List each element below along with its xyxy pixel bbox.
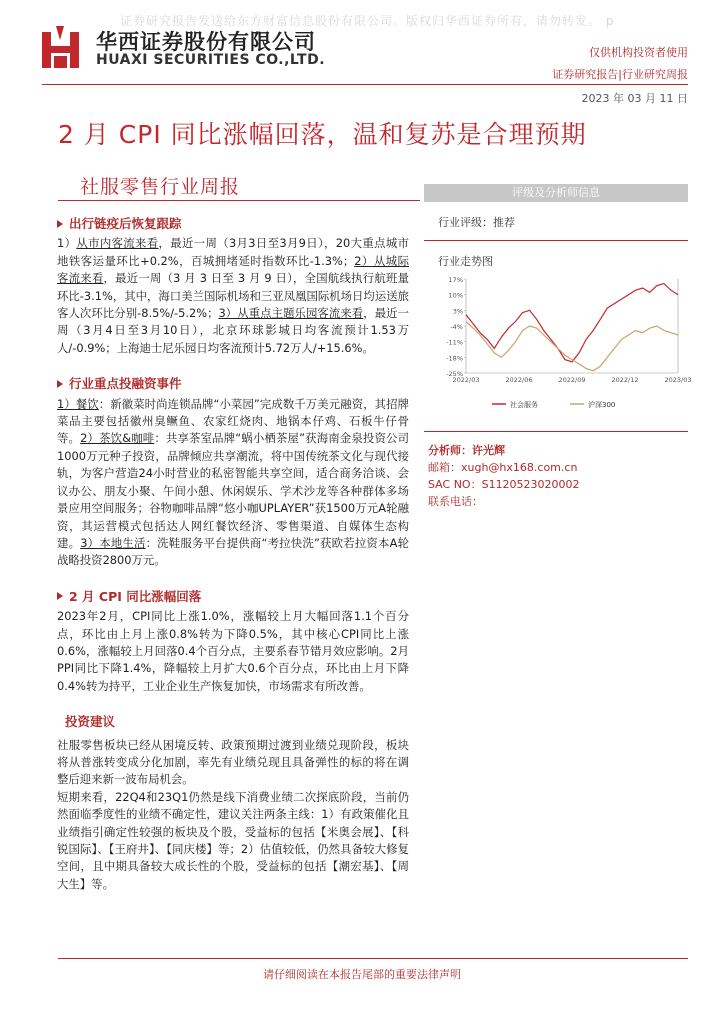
y-tick-label: -25% — [446, 370, 463, 378]
sidebar-divider — [424, 431, 688, 432]
trend-title: 行业走势图 — [438, 255, 493, 268]
analyst-name: 分析师：许光辉 — [428, 444, 505, 457]
underlined-phrase: 3）从重点主题乐园客流来看 — [218, 306, 364, 321]
series-line-csi300 — [466, 322, 678, 371]
body-text: ，最近一周（3 月 3 日至 3 月 9 日），全国航线执行航班量环比-3.1%，其中，海口美兰国际机场和三亚凤凰国际机场日均运送旅客人次环比分别-8.5%/-5.2%； — [57, 271, 409, 321]
footer-divider — [58, 958, 688, 959]
legend-label: 沪深300 — [588, 401, 616, 409]
underlined-phrase: 从市内客流来看 — [76, 236, 159, 251]
invest-paragraph-1: 社服零售板块已经从困境反转、政策预期过渡到业绩兑现阶段，板块将从普涨转变成分化加剧，率先有业绩兑现且具备弹性的标的将在调整后迎来新一波布局机会。 — [57, 737, 409, 787]
invest-paragraph-2: 短期来看，22Q4和23Q1仍然是线下消费业绩二次探底阶段，当前仍然面临季度性的业绩不确定性，建议关注两条主线：1）有政策催化且业绩指引确定性较强的板块及个股，受益标的包括【米奥会展】、【科锐国际】、【王府井】、【同庆楼】等；2）估值较低，仍然具备较大修复空间，且中期具备较大成长性的个股，受益标的包括【潮宏基】、【周大生】等。 — [57, 789, 409, 891]
legend-label: 社会服务 — [510, 401, 538, 409]
main-content — [57, 215, 409, 893]
triangle-bullet-icon — [57, 380, 63, 388]
x-tick-label: 2022/09 — [558, 376, 586, 384]
section-heading: 出行链疫后恢复跟踪 — [57, 215, 409, 232]
sidebar — [424, 184, 692, 510]
company-name-en: HUAXI SECURITIES CO.,LTD. — [96, 52, 326, 68]
body-text: ：新徽菜时尚连锁品牌“小菜园”完成数千万美元融资，其招牌菜品主要包括徽州臭鳜鱼、农家红烧肉、地锅本仔鸡、石板牛仔骨等。 — [57, 396, 409, 446]
analyst-phone: 联系电话： — [428, 495, 483, 508]
body-text: 2023年2月，CPI同比上涨1.0%，涨幅较上月大幅回落1.1个百分点，环比由上月上涨0.8%转为下降0.5%，其中核心CPI同比上涨0.6%，涨幅较上月回落0.4个百分点，主要系春节错月效应影响。2月PPI同比下降1.4%，降幅较上月扩大0.6个百分点，环比由上月下降0.4%转为持平，工业企业生产恢复加快，市场需求有所改善。 — [57, 609, 409, 693]
y-tick-label: 10% — [448, 291, 463, 300]
report-title: 2 月 CPI 同比涨幅回落，温和复苏是合理预期 — [58, 120, 587, 149]
body-text: ：洗鞋服务平台提供商“考拉快洗”获欧若拉资本A轮战略投资2800万元。 — [57, 535, 409, 568]
y-tick-label: 3% — [452, 307, 463, 316]
underlined-phrase: 1）餐饮 — [57, 396, 99, 411]
section-body — [57, 396, 409, 570]
body-text: ：共享茶室品牌“蜗小栖茶屋”获海南金泉投资公司1000万元种子投资，品牌倾应共享潮流，将中国传统茶文化与现代接轨，为客户营造24小时营业的私密智能共享空间，适合商务洽谈、会议办公、朋友小聚、午间小憩、休闲娱乐、学术沙龙等各种群体多场景应用空间服务；谷物咖啡品牌“悠小咖UPLAYER”获1500万元A轮融资，其运营模式包括达人网红餐饮经济、零售渠道、自媒体生态构建。 — [57, 431, 409, 550]
y-tick-label: -4% — [450, 323, 463, 331]
underlined-phrase: 2）茶饮&咖啡 — [80, 431, 155, 446]
subtitle-divider — [58, 200, 420, 201]
underlined-phrase: 3）本地生活 — [80, 535, 146, 550]
triangle-bullet-icon — [57, 592, 63, 600]
x-tick-label: 2023/03 — [664, 376, 692, 384]
x-tick-label: 2022/06 — [505, 376, 533, 384]
section-body — [57, 235, 409, 357]
section-heading: 2 月 CPI 同比涨幅回落 — [57, 588, 409, 605]
y-tick-label: -11% — [446, 338, 463, 347]
x-tick-label: 2022/12 — [611, 376, 639, 384]
sidebar-divider — [424, 240, 688, 241]
industry-rating: 行业评级：推荐 — [438, 216, 515, 229]
body-text: ，最近一周（3月3日至3月9日），20大重点城市地铁客运量环比+0.2%，百城拥堵延时指数环比-1.3%； — [57, 236, 409, 268]
sidebar-title-bar: 评级及分析师信息 — [424, 184, 688, 202]
analyst-email: 邮箱：xugh@hx168.com.cn — [428, 461, 578, 474]
company-logo — [42, 26, 86, 68]
series-line-social-service — [466, 284, 678, 362]
industry-trend-chart — [432, 273, 692, 421]
analyst-info — [428, 442, 688, 510]
section-heading: 行业重点投融资事件 — [57, 375, 409, 392]
triangle-bullet-icon — [57, 220, 63, 228]
underlined-phrase: 2）从城际客流来看 — [57, 253, 409, 286]
footer-disclaimer: 请仔细阅读在本报告尾部的重要法律声明 — [263, 968, 461, 981]
invest-heading: 投资建议 — [65, 714, 116, 730]
analyst-sac: SAC NO：S1120523020002 — [428, 478, 580, 491]
body-text: ，最近一周（3月4日至3月10日），北京环球影城日均客流预计1.53万人/-0.9%；上海迪士尼乐园日均客流预计5.72万人/+15.6%。 — [57, 306, 409, 355]
x-tick-label: 2022/03 — [452, 376, 480, 384]
company-name-cn: 华西证券股份有限公司 — [96, 30, 316, 54]
y-tick-label: -18% — [446, 354, 463, 363]
report-subtitle: 社服零售行业周报 — [80, 176, 241, 198]
report-date: 2023 年 03 月 11 日 — [581, 92, 688, 105]
watermark: 证券研究报告发送给东方财富信息股份有限公司。版权归华西证券所有，请勿转发。 p — [120, 14, 615, 28]
y-tick-label: 17% — [448, 276, 463, 284]
section-body — [57, 608, 409, 695]
report-type: 证券研究报告|行业研究周报 — [552, 68, 688, 81]
header-divider — [42, 84, 688, 85]
audience-note: 仅供机构投资者使用 — [589, 46, 688, 59]
body-text: 1） — [57, 236, 77, 251]
